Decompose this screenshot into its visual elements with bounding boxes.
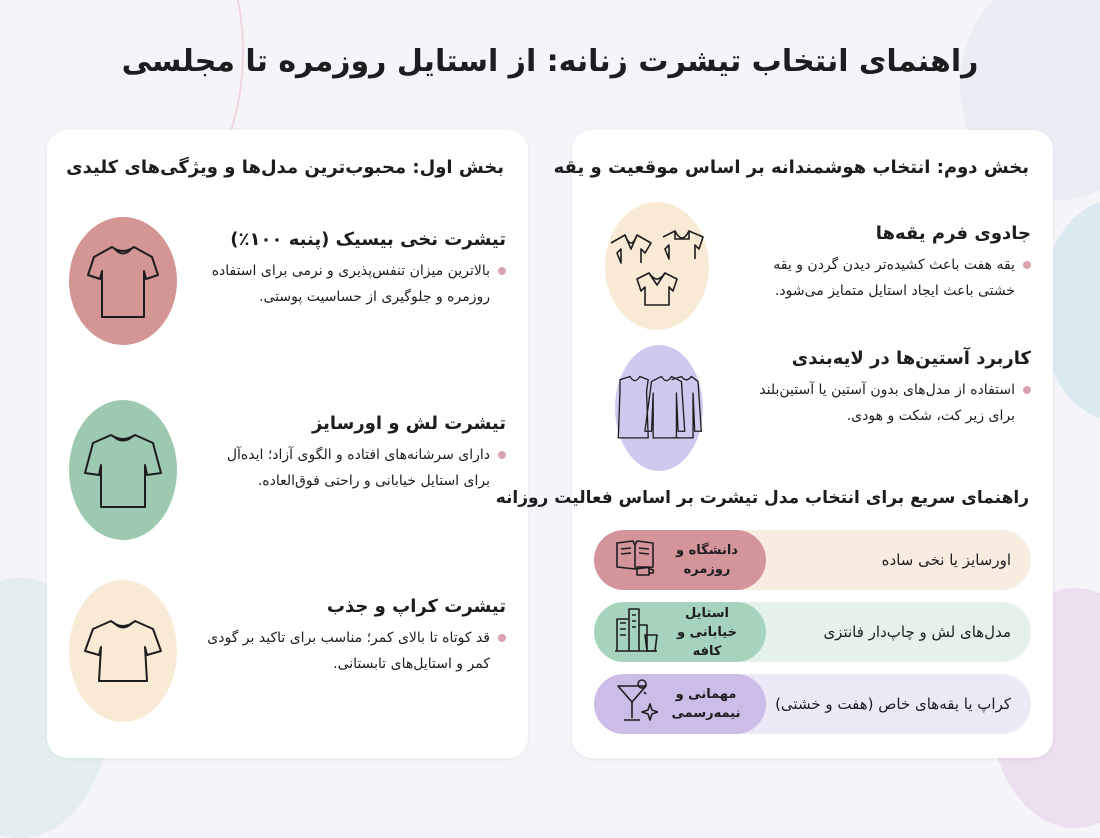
item-title: تیشرت نخی بیسیک (پنبه ۱۰۰٪): [230, 229, 506, 250]
section2-title: بخش دوم: انتخاب هوشمندانه بر اساس موقعیت و یقه: [553, 157, 1029, 178]
guide-row-model: مدل‌های لش و چاپ‌دار فانتزی: [823, 623, 1011, 641]
section2-card: [495, 130, 1053, 758]
bullet-dot: [498, 267, 506, 275]
guide-row-activity-pill: [594, 530, 766, 590]
item-title: جادوی فرم یقه‌ها: [875, 223, 1031, 244]
section1-item-basic: [206, 229, 506, 310]
bullet-dot: [498, 451, 506, 459]
guide-row-activity-pill: [594, 602, 766, 662]
sleeves-layering-icon: [615, 345, 703, 471]
cocktail-icon: [614, 678, 658, 730]
section2-item-necklines: [741, 223, 1031, 304]
item-title: تیشرت کراپ و جذب: [326, 596, 506, 617]
page-title: راهنمای انتخاب تیشرت زنانه: از استایل روزمره تا مجلسی: [121, 44, 979, 79]
item-title: تیشرت لش و اورسایز: [311, 413, 506, 434]
item-description: استفاده از مدل‌های بدون آستین یا آستین‌بلند برای زیر کت، شکت و هودی.: [759, 382, 1015, 424]
section1-card: [47, 130, 528, 758]
oversize-tshirt-icon: [69, 400, 177, 540]
guide-row-activity: استایل خیابانی و کافه: [677, 605, 737, 659]
item-title: کاربرد آستین‌ها در لایه‌بندی: [791, 348, 1031, 369]
section1-item-crop: [206, 596, 506, 677]
guide-row-model: اورسایز یا نخی ساده: [881, 551, 1011, 569]
guide-row: [594, 530, 1031, 590]
crop-tshirt-icon: [69, 580, 177, 722]
guide-row: [594, 602, 1031, 662]
guide-row-activity-pill: [594, 674, 766, 734]
item-description: بالاترین میزان تنفس‌پذیری و نرمی برای استفاده روزمره و جلوگیری از حساسیت پوستی.: [211, 263, 490, 305]
necklines-icon: [605, 202, 709, 330]
city-cafe-icon: [613, 605, 659, 659]
section2-item-sleeves: [741, 348, 1031, 429]
guide-row-activity: مهمانی و نیمه‌رسمی: [671, 687, 741, 721]
bullet-dot: [498, 634, 506, 642]
bullet-dot: [1023, 261, 1031, 269]
guide-row: [594, 674, 1031, 734]
basic-tshirt-icon: [69, 217, 177, 345]
item-description: دارای سرشانه‌های افتاده و الگوی آزاد؛ ایده‌آل برای استایل خیابانی و راحتی فوق‌العاده.: [226, 447, 490, 489]
bullet-dot: [1023, 386, 1031, 394]
books-coffee-icon: [613, 537, 659, 583]
section1-item-oversize: [206, 413, 506, 494]
item-description: قد کوتاه تا بالای کمر؛ مناسب برای تاکید بر گودی کمر و استایل‌های تابستانی.: [207, 630, 490, 672]
item-description: یقه هفت باعث کشیده‌تر دیدن گردن و یقه خشتی باعث ایجاد استایل متمایز می‌شود.: [773, 257, 1015, 299]
quick-guide-title: راهنمای سریع برای انتخاب مدل تیشرت بر اساس فعالیت روزانه: [495, 488, 1029, 508]
guide-row-model: کراپ یا یقه‌های خاص (هفت و خشتی): [775, 695, 1011, 713]
section1-title: بخش اول: محبوب‌ترین مدل‌ها و ویژگی‌های کلیدی: [66, 157, 504, 178]
guide-row-activity: دانشگاه و روزمره: [676, 543, 738, 577]
